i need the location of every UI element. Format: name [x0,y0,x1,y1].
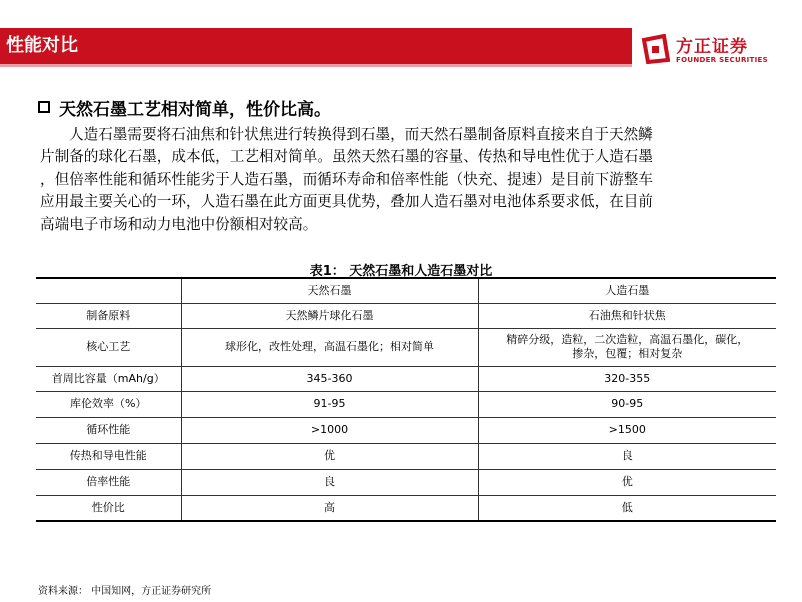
body-paragraph [40,124,780,236]
table-row [36,417,776,443]
source-note: 资料来源： 中国知网，方正证券研究所 [38,586,212,597]
table-header-cell: 天然石墨 [181,278,478,303]
table-row [36,328,776,366]
row-label: 核心工艺 [36,328,181,366]
artificial-value-line: 掺杂，包覆；相对复杂 [572,347,683,360]
table-row [36,469,776,495]
table-row [36,495,776,521]
artificial-value: 石油焦和针状焦 [478,303,776,328]
paragraph-line: 片制备的球化石墨，成本低，工艺相对简单。虽然天然石墨的容量、传热和导电性优于人造石墨 [40,148,653,166]
header-accent-line [0,64,632,67]
founder-logo-mark-icon [640,34,670,64]
table-header-cell [36,278,181,303]
natural-value: 91-95 [181,391,478,417]
row-label: 循环性能 [36,417,181,443]
paragraph-line: 高端电子市场和动力电池中份额相对较高。 [40,215,318,233]
artificial-value-line: 精碎分级，造粒，二次造粒，高温石墨化，碳化， [506,333,749,346]
artificial-value: 90-95 [478,391,776,417]
company-logo [640,30,790,70]
natural-value: 良 [181,469,478,495]
natural-value: 球形化，改性处理，高温石墨化；相对简单 [181,328,478,366]
artificial-value [478,328,776,366]
table-header-row [36,278,776,303]
row-label: 首周比容量（mAh/g） [36,366,181,391]
section-heading [38,96,331,118]
natural-value: 优 [181,443,478,469]
natural-value: 高 [181,495,478,521]
artificial-value: 320-355 [478,366,776,391]
artificial-value: >1500 [478,417,776,443]
artificial-value: 良 [478,443,776,469]
header-bar [0,28,632,64]
logo-name-cn: 方正证券 [676,37,748,57]
page-title: 性能对比 [6,35,78,56]
paragraph-line: 人造石墨需要将石油焦和针状焦进行转换得到石墨，而天然石墨制备原料直接来自于天然鳞 [69,126,653,143]
table-caption: 表1： 天然石墨和人造石墨对比 [309,264,493,279]
logo-name-en: FOUNDER SECURITIES [676,56,768,64]
table-row [36,366,776,391]
row-label: 性价比 [36,495,181,521]
artificial-value: 优 [478,469,776,495]
table-row [36,303,776,328]
artificial-value: 低 [478,495,776,521]
natural-value: >1000 [181,417,478,443]
natural-value: 天然鳞片球化石墨 [181,303,478,328]
table-row [36,391,776,417]
natural-value: 345-360 [181,366,478,391]
row-label: 传热和导电性能 [36,443,181,469]
paragraph-line: ，但倍率性能和循环性能劣于人造石墨，而循环寿命和倍率性能（快充、提速）是目前下游整车 [40,170,653,188]
table-row [36,443,776,469]
row-label: 制备原料 [36,303,181,328]
row-label: 库伦效率（%） [36,391,181,417]
square-bullet-icon [38,101,50,113]
paragraph-line: 应用最主要关心的一环，人造石墨在此方面更具优势，叠加人造石墨对电池体系要求低，在目前 [40,193,653,211]
row-label: 倍率性能 [36,469,181,495]
table-header-cell: 人造石墨 [478,278,776,303]
section-title: 天然石墨工艺相对简单，性价比高。 [59,99,331,120]
comparison-table [36,277,776,522]
